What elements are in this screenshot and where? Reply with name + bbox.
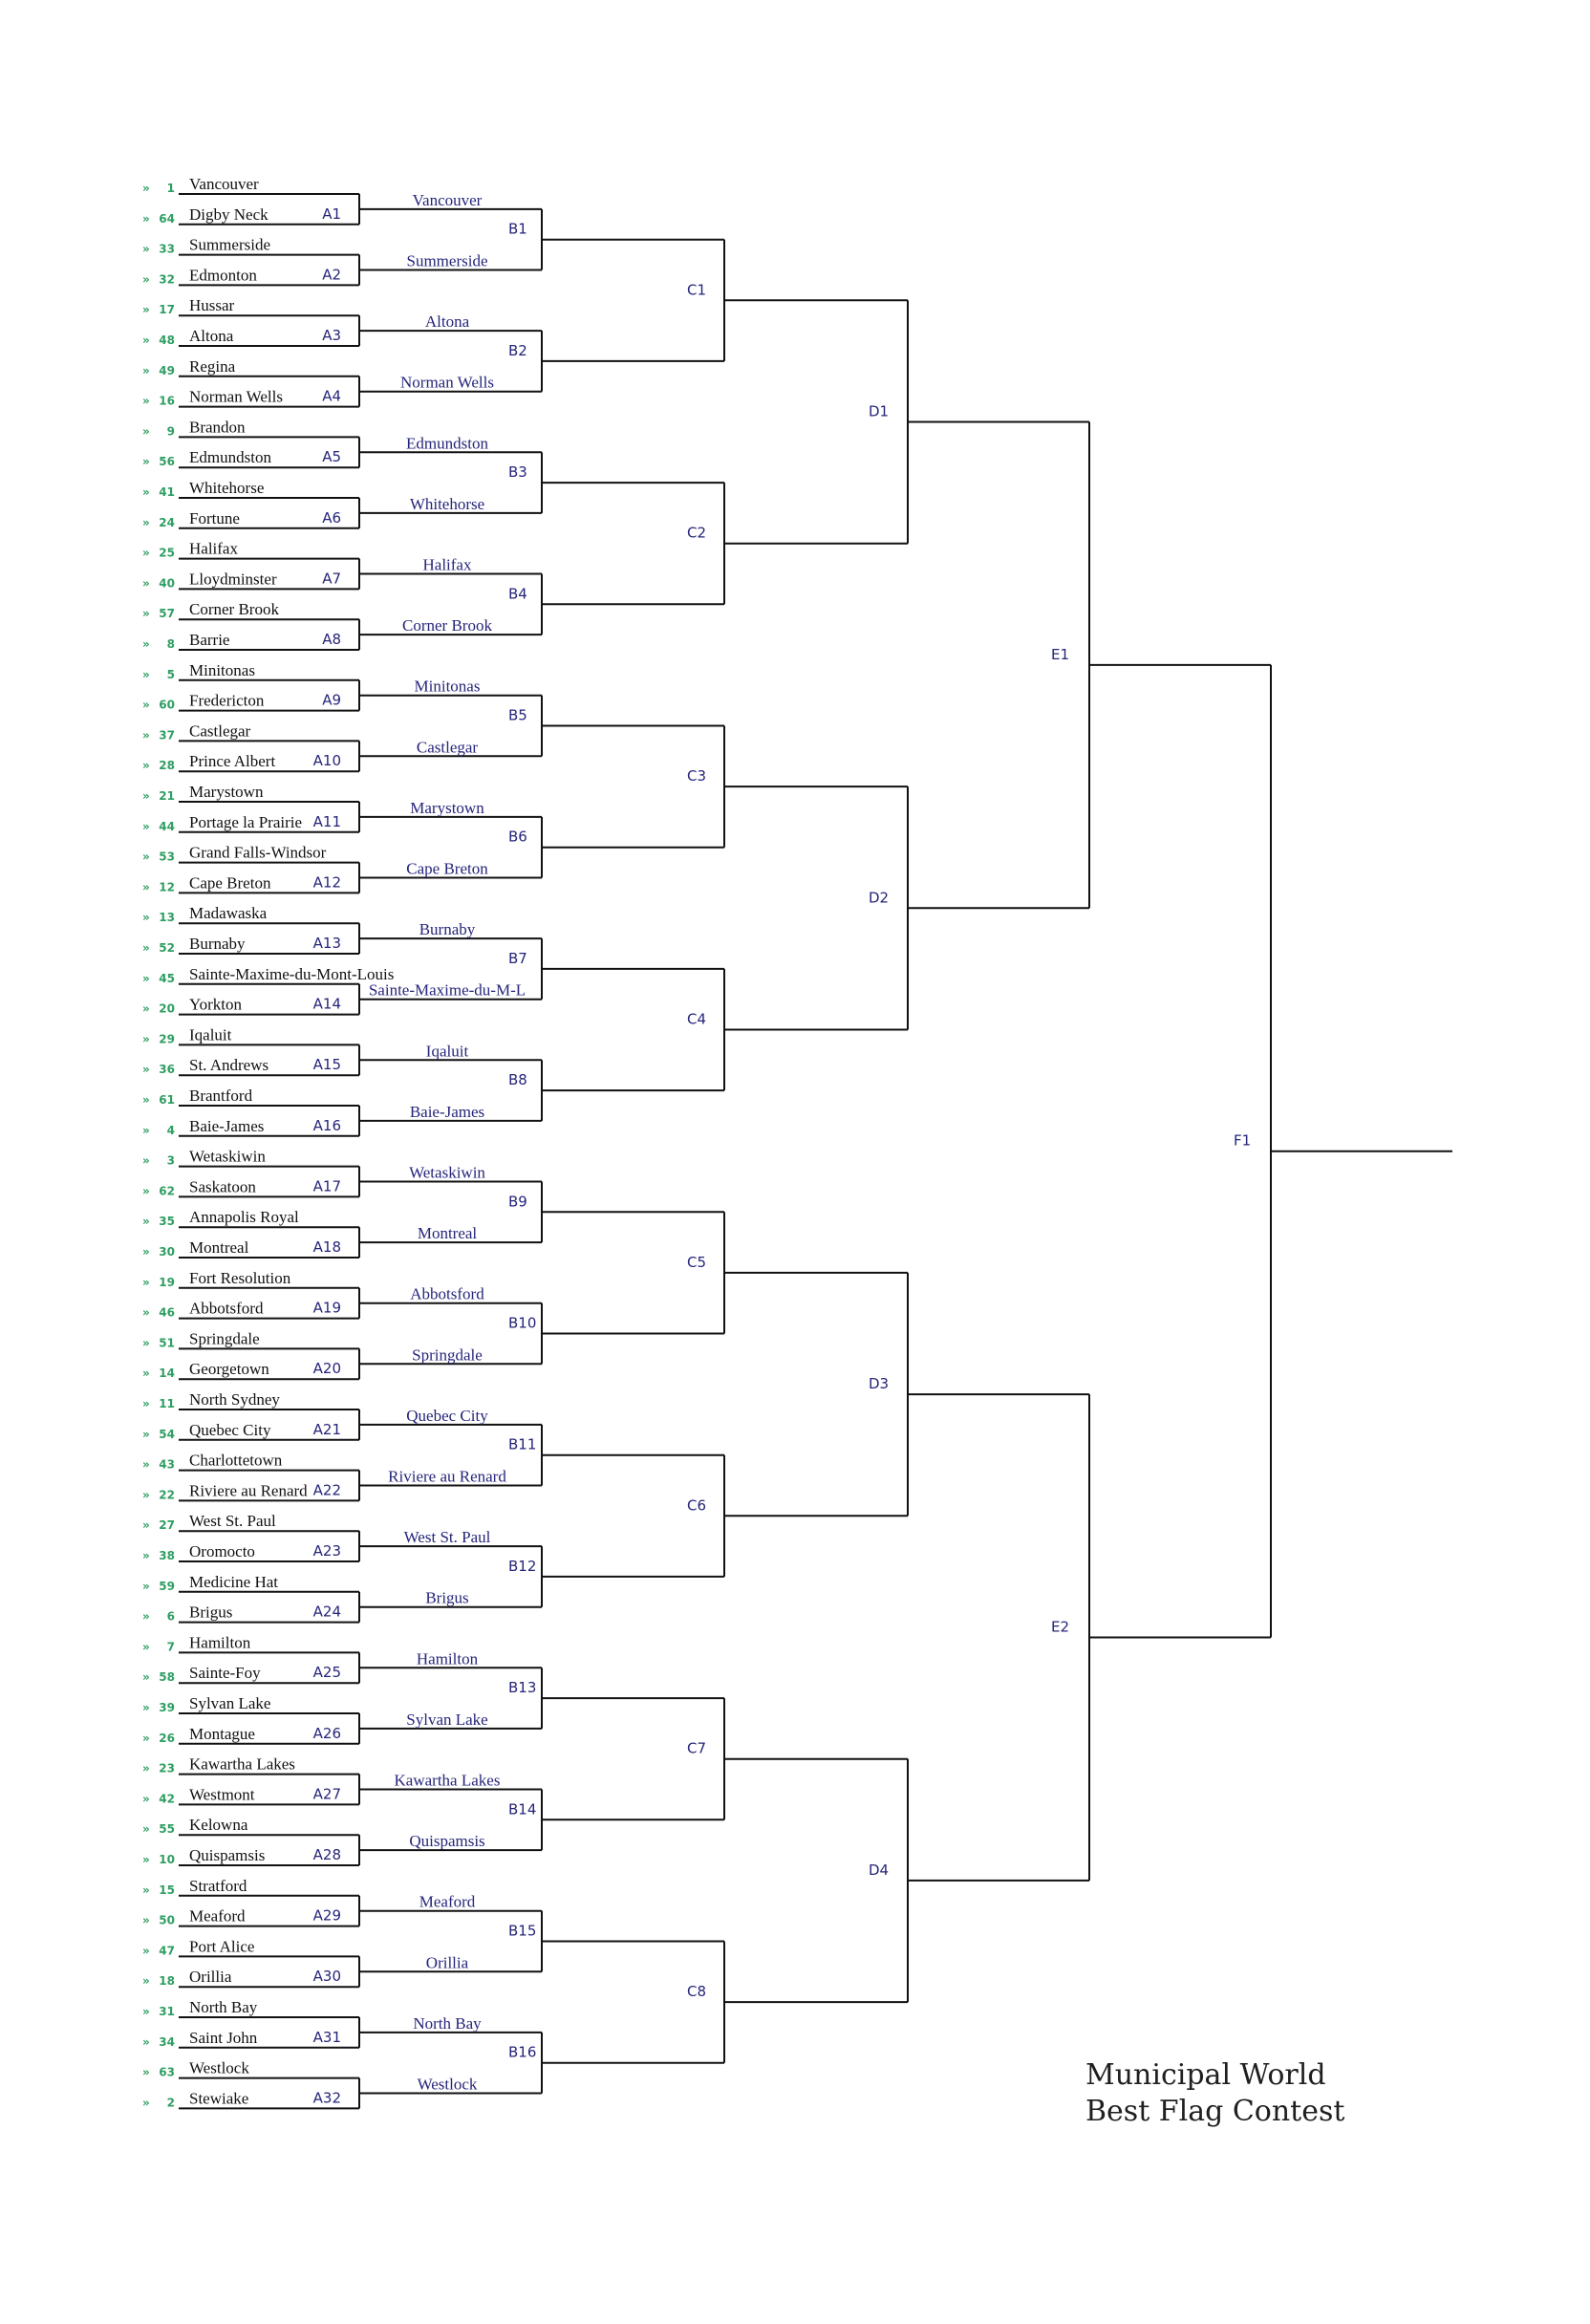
advancing-team: Sylvan Lake xyxy=(406,1710,488,1729)
seed-marker-icon: » xyxy=(142,515,150,529)
seed-marker-icon: » xyxy=(142,576,150,591)
seed-number: 57 xyxy=(159,607,175,621)
seed-number: 50 xyxy=(159,1913,175,1927)
seed-marker-icon: » xyxy=(142,211,150,226)
seed-marker-icon: » xyxy=(142,242,150,256)
match-label-a: A13 xyxy=(312,935,341,952)
match-label-c: C2 xyxy=(687,524,707,542)
advancing-team: West St. Paul xyxy=(403,1528,491,1547)
team-name: Edmundston xyxy=(189,448,271,467)
seed-marker-icon: » xyxy=(142,941,150,955)
match-label-b: B1 xyxy=(508,220,527,238)
seed-marker-icon: » xyxy=(142,546,150,560)
seed-number: 61 xyxy=(159,1093,175,1107)
team-name: Meaford xyxy=(189,1906,246,1926)
match-label-a: A24 xyxy=(312,1603,341,1621)
match-label-a: A9 xyxy=(322,691,341,709)
seed-number: 53 xyxy=(159,850,175,864)
seed-marker-icon: » xyxy=(142,1245,150,1259)
match-label-a: A7 xyxy=(322,570,341,588)
seed-number: 58 xyxy=(159,1670,175,1685)
seed-marker-icon: » xyxy=(142,1913,150,1927)
seed-marker-icon: » xyxy=(142,1549,150,1562)
advancing-team: Edmundston xyxy=(406,434,488,453)
seed-number: 37 xyxy=(159,728,175,742)
match-label-a: A6 xyxy=(322,508,341,527)
seed-number: 13 xyxy=(159,911,175,925)
seed-marker-icon: » xyxy=(142,698,150,712)
match-label-a: A17 xyxy=(312,1177,341,1195)
team-name: Madawaska xyxy=(189,904,268,923)
seed-marker-icon: » xyxy=(142,2005,150,2018)
team-name: Altona xyxy=(189,327,234,345)
match-label-b: B2 xyxy=(508,341,527,359)
team-name: Fredericton xyxy=(189,691,265,710)
seed-number: 49 xyxy=(159,363,175,377)
match-label-b: B6 xyxy=(508,828,527,846)
seed-number: 14 xyxy=(159,1366,175,1381)
seed-number: 24 xyxy=(159,515,175,529)
title-line-2: Best Flag Contest xyxy=(1085,2095,1345,2128)
seed-number: 60 xyxy=(159,698,175,712)
advancing-team: Abbotsford xyxy=(410,1284,484,1303)
seed-number: 3 xyxy=(166,1153,175,1168)
advancing-team: Springdale xyxy=(412,1345,483,1365)
match-label-b: B4 xyxy=(508,585,527,603)
match-label-f: F1 xyxy=(1234,1131,1252,1150)
advancing-team: Meaford xyxy=(419,1892,476,1911)
seed-number: 51 xyxy=(159,1336,175,1350)
seed-marker-icon: » xyxy=(142,455,150,469)
team-name: Marystown xyxy=(189,783,264,801)
team-name: Brantford xyxy=(189,1087,253,1105)
advancing-team: Cape Breton xyxy=(406,859,488,878)
seed-marker-icon: » xyxy=(142,1518,150,1533)
seed-number: 55 xyxy=(159,1822,175,1837)
seed-number: 2 xyxy=(166,2096,175,2110)
team-name: Prince Albert xyxy=(189,752,276,771)
match-label-d: D1 xyxy=(869,402,890,420)
seed-marker-icon: » xyxy=(142,1123,150,1137)
match-label-a: A26 xyxy=(312,1724,341,1742)
seed-marker-icon: » xyxy=(142,1944,150,1958)
seed-number: 27 xyxy=(159,1518,175,1533)
advancing-team: Sainte-Maxime-du-M-L xyxy=(368,980,526,1000)
seed-number: 29 xyxy=(159,1032,175,1046)
match-label-b: B11 xyxy=(508,1435,537,1453)
match-label-a: A12 xyxy=(312,873,341,892)
match-label-a: A31 xyxy=(312,2028,341,2046)
team-name: Hussar xyxy=(189,296,235,315)
team-name: Stewiake xyxy=(189,2089,249,2108)
seed-number: 6 xyxy=(166,1609,175,1624)
team-name: Cape Breton xyxy=(189,873,271,893)
team-name: Medicine Hat xyxy=(189,1572,278,1591)
team-name: Sainte-Foy xyxy=(189,1664,261,1683)
team-name: Iqaluit xyxy=(189,1025,232,1044)
seed-marker-icon: » xyxy=(142,819,150,833)
team-name: Corner Brook xyxy=(189,600,279,619)
seed-number: 54 xyxy=(159,1427,175,1441)
seed-number: 11 xyxy=(159,1397,175,1410)
team-name: Kawartha Lakes xyxy=(189,1754,295,1774)
match-label-c: C3 xyxy=(687,767,707,785)
match-label-a: A10 xyxy=(312,752,341,770)
seed-number: 10 xyxy=(159,1853,175,1866)
seed-number: 59 xyxy=(159,1579,175,1593)
seed-marker-icon: » xyxy=(142,1974,150,1989)
team-name: Stratford xyxy=(189,1876,247,1895)
seed-marker-icon: » xyxy=(142,1457,150,1472)
match-label-a: A8 xyxy=(322,631,341,648)
seed-number: 45 xyxy=(159,971,175,985)
match-label-a: A16 xyxy=(312,1116,341,1134)
advancing-team: Montreal xyxy=(417,1224,478,1243)
match-label-a: A5 xyxy=(322,448,341,466)
match-label-a: A18 xyxy=(312,1238,341,1256)
match-label-a: A19 xyxy=(312,1299,341,1317)
team-name: Yorkton xyxy=(189,995,242,1014)
seed-marker-icon: » xyxy=(142,2096,150,2110)
seed-number: 52 xyxy=(159,941,175,955)
seed-marker-icon: » xyxy=(142,2034,150,2049)
team-name: Westmont xyxy=(189,1785,255,1804)
team-name: Castlegar xyxy=(189,721,251,741)
seed-marker-icon: » xyxy=(142,1063,150,1077)
advancing-team: Orillia xyxy=(425,1953,469,1972)
seed-number: 35 xyxy=(159,1215,175,1229)
match-label-c: C5 xyxy=(687,1253,707,1271)
advancing-team: Vancouver xyxy=(412,190,483,209)
seed-marker-icon: » xyxy=(142,1215,150,1229)
advancing-team: Summerside xyxy=(406,251,488,270)
seed-number: 23 xyxy=(159,1761,175,1775)
seed-number: 40 xyxy=(159,576,175,591)
seed-number: 64 xyxy=(159,211,175,226)
match-label-d: D4 xyxy=(869,1861,890,1879)
team-name: Saint John xyxy=(189,2028,258,2047)
match-label-c: C7 xyxy=(687,1739,707,1757)
advancing-team: Iqaluit xyxy=(425,1042,469,1061)
team-name: Springdale xyxy=(189,1329,260,1348)
advancing-team: Burnaby xyxy=(419,920,476,939)
seed-number: 12 xyxy=(159,880,175,894)
advancing-team: Norman Wells xyxy=(400,373,494,392)
team-name: St. Andrews xyxy=(189,1056,269,1075)
seed-number: 8 xyxy=(166,637,175,651)
team-name: Lloydminster xyxy=(189,570,277,589)
team-name: Sylvan Lake xyxy=(189,1694,271,1712)
match-label-a: A3 xyxy=(322,327,341,344)
seed-number: 20 xyxy=(159,1001,175,1016)
seed-number: 21 xyxy=(159,789,175,803)
contest-title xyxy=(1085,2057,1344,2130)
seed-marker-icon: » xyxy=(142,1883,150,1897)
team-name: Charlottetown xyxy=(189,1451,283,1470)
match-label-d: D2 xyxy=(869,889,890,907)
team-name: Abbotsford xyxy=(189,1299,264,1318)
match-label-a: A29 xyxy=(312,1906,341,1925)
team-name: Saskatoon xyxy=(189,1177,256,1196)
team-name: Riviere au Renard xyxy=(189,1481,308,1500)
seed-number: 17 xyxy=(159,303,175,317)
advancing-team: Riviere au Renard xyxy=(388,1467,506,1486)
seed-number: 63 xyxy=(159,2065,175,2079)
match-label-a: A20 xyxy=(312,1360,341,1378)
match-label-b: B12 xyxy=(508,1557,537,1575)
seed-marker-icon: » xyxy=(142,1640,150,1654)
seed-number: 34 xyxy=(159,2034,175,2049)
seed-number: 47 xyxy=(159,1944,175,1958)
team-name: Quispamsis xyxy=(189,1846,266,1864)
match-label-b: B15 xyxy=(508,1922,537,1940)
title-line-1: Municipal World xyxy=(1085,2058,1326,2092)
seed-marker-icon: » xyxy=(142,1792,150,1806)
seed-marker-icon: » xyxy=(142,1153,150,1168)
seed-number: 43 xyxy=(159,1457,175,1472)
team-name: Quebec City xyxy=(189,1420,271,1439)
seed-marker-icon: » xyxy=(142,2065,150,2079)
seed-marker-icon: » xyxy=(142,1093,150,1107)
advancing-team: Minitonas xyxy=(414,677,481,696)
seed-number: 28 xyxy=(159,759,175,773)
advancing-team: Hamilton xyxy=(416,1649,479,1668)
team-name: Annapolis Royal xyxy=(189,1208,299,1227)
match-label-c: C4 xyxy=(687,1010,707,1028)
team-name: North Bay xyxy=(189,1998,258,2016)
seed-number: 5 xyxy=(166,667,175,681)
seed-marker-icon: » xyxy=(142,1001,150,1016)
team-name: Oromocto xyxy=(189,1542,255,1560)
advancing-team: Corner Brook xyxy=(402,616,492,635)
seed-marker-icon: » xyxy=(142,1275,150,1289)
seed-marker-icon: » xyxy=(142,971,150,985)
seed-number: 46 xyxy=(159,1305,175,1320)
team-name: Brandon xyxy=(189,418,246,437)
seed-number: 31 xyxy=(159,2005,175,2018)
advancing-team: Marystown xyxy=(410,798,484,817)
match-label-b: B5 xyxy=(508,706,527,724)
team-name: North Sydney xyxy=(189,1390,280,1409)
seed-number: 33 xyxy=(159,242,175,256)
advancing-team: Whitehorse xyxy=(409,494,485,513)
team-name: Georgetown xyxy=(189,1360,269,1379)
seed-marker-icon: » xyxy=(142,424,150,439)
seed-marker-icon: » xyxy=(142,1822,150,1837)
seed-marker-icon: » xyxy=(142,911,150,925)
seed-marker-icon: » xyxy=(142,1032,150,1046)
seed-marker-icon: » xyxy=(142,1853,150,1866)
match-label-c: C1 xyxy=(687,281,707,299)
seed-number: 18 xyxy=(159,1974,175,1989)
match-label-b: B16 xyxy=(508,2043,537,2061)
match-label-c: C6 xyxy=(687,1496,707,1515)
match-label-a: A23 xyxy=(312,1542,341,1560)
match-label-a: A25 xyxy=(312,1664,341,1682)
team-name: Halifax xyxy=(189,539,238,558)
match-label-b: B8 xyxy=(508,1071,527,1089)
seed-number: 19 xyxy=(159,1275,175,1289)
team-name: Montague xyxy=(189,1724,255,1743)
advancing-team: Westlock xyxy=(417,2075,478,2094)
match-label-a: A32 xyxy=(312,2089,341,2107)
seed-number: 56 xyxy=(159,455,175,469)
seed-number: 22 xyxy=(159,1488,175,1502)
seed-number: 7 xyxy=(166,1640,175,1654)
seed-marker-icon: » xyxy=(142,394,150,408)
seed-marker-icon: » xyxy=(142,1701,150,1714)
team-name: Montreal xyxy=(189,1238,249,1257)
match-label-a: A11 xyxy=(312,812,341,830)
seed-number: 25 xyxy=(159,546,175,560)
seed-number: 38 xyxy=(159,1549,175,1562)
match-label-a: A14 xyxy=(312,995,341,1013)
match-label-a: A2 xyxy=(322,266,341,284)
seed-marker-icon: » xyxy=(142,880,150,894)
seed-number: 4 xyxy=(166,1123,175,1137)
seed-marker-icon: » xyxy=(142,759,150,773)
team-name: Grand Falls-Windsor xyxy=(189,843,327,862)
match-label-a: A1 xyxy=(322,204,341,223)
team-name: Orillia xyxy=(189,1968,232,1987)
seed-marker-icon: » xyxy=(142,1336,150,1350)
seed-number: 32 xyxy=(159,272,175,287)
advancing-team: Castlegar xyxy=(416,738,479,757)
team-name: Fortune xyxy=(189,508,240,527)
advancing-team: Halifax xyxy=(422,555,472,574)
seed-marker-icon: » xyxy=(142,485,150,499)
seed-marker-icon: » xyxy=(142,1579,150,1593)
seed-marker-icon: » xyxy=(142,303,150,317)
seed-marker-icon: » xyxy=(142,334,150,347)
team-name: Minitonas xyxy=(189,660,255,679)
seed-marker-icon: » xyxy=(142,1305,150,1320)
match-label-a: A15 xyxy=(312,1056,341,1074)
seed-marker-icon: » xyxy=(142,1609,150,1624)
advancing-team: North Bay xyxy=(413,2013,482,2033)
match-label-e: E1 xyxy=(1051,645,1070,663)
team-name: Norman Wells xyxy=(189,387,283,406)
match-label-e: E2 xyxy=(1051,1618,1070,1636)
seed-number: 44 xyxy=(159,819,175,833)
team-name: Burnaby xyxy=(189,935,246,953)
match-label-a: A22 xyxy=(312,1481,341,1499)
advancing-team: Altona xyxy=(424,312,470,332)
seed-number: 39 xyxy=(159,1701,175,1714)
seed-marker-icon: » xyxy=(142,1184,150,1198)
seed-marker-icon: » xyxy=(142,728,150,742)
team-name: Vancouver xyxy=(189,175,259,193)
seed-marker-icon: » xyxy=(142,272,150,287)
seed-marker-icon: » xyxy=(142,667,150,681)
advancing-team: Wetaskiwin xyxy=(409,1163,485,1182)
seed-number: 15 xyxy=(159,1883,175,1897)
seed-marker-icon: » xyxy=(142,1366,150,1381)
team-name: Regina xyxy=(189,356,236,376)
match-label-a: A21 xyxy=(312,1420,341,1438)
team-name: Sainte-Maxime-du-Mont-Louis xyxy=(189,964,395,983)
advancing-team: Quebec City xyxy=(406,1406,488,1425)
seed-number: 30 xyxy=(159,1245,175,1259)
match-label-a: A28 xyxy=(312,1846,341,1863)
advancing-team: Brigus xyxy=(425,1588,469,1607)
match-label-d: D3 xyxy=(869,1375,890,1393)
match-label-c: C8 xyxy=(687,1983,707,2001)
match-label-a: A4 xyxy=(322,387,341,405)
seed-number: 41 xyxy=(159,485,175,499)
team-name: Kelowna xyxy=(189,1816,248,1835)
match-label-a: A30 xyxy=(312,1968,341,1986)
seed-marker-icon: » xyxy=(142,1670,150,1685)
advancing-team: Kawartha Lakes xyxy=(394,1771,501,1790)
seed-marker-icon: » xyxy=(142,850,150,864)
seed-marker-icon: » xyxy=(142,789,150,803)
team-name: Wetaskiwin xyxy=(189,1147,266,1166)
seed-number: 16 xyxy=(159,394,175,408)
seed-marker-icon: » xyxy=(142,1488,150,1502)
seed-number: 42 xyxy=(159,1792,175,1806)
team-name: West St. Paul xyxy=(189,1512,276,1531)
seed-number: 1 xyxy=(166,182,175,195)
match-label-b: B7 xyxy=(508,949,527,967)
team-name: Fort Resolution xyxy=(189,1268,291,1287)
seed-marker-icon: » xyxy=(142,1731,150,1745)
match-label-b: B14 xyxy=(508,1800,537,1818)
team-name: Westlock xyxy=(189,2058,249,2077)
match-label-a: A27 xyxy=(312,1785,341,1803)
match-label-b: B13 xyxy=(508,1679,537,1697)
advancing-team: Baie-James xyxy=(409,1102,485,1121)
team-name: Brigus xyxy=(189,1603,233,1622)
team-name: Port Alice xyxy=(189,1937,255,1956)
seed-marker-icon: » xyxy=(142,1761,150,1775)
team-name: Edmonton xyxy=(189,266,257,285)
seed-number: 48 xyxy=(159,334,175,347)
seed-number: 9 xyxy=(166,424,175,439)
seed-marker-icon: » xyxy=(142,1397,150,1410)
advancing-team: Quispamsis xyxy=(409,1832,485,1851)
seed-marker-icon: » xyxy=(142,363,150,377)
team-name: Barrie xyxy=(189,631,230,649)
team-name: Summerside xyxy=(189,235,270,254)
team-name: Whitehorse xyxy=(189,479,265,497)
team-name: Digby Neck xyxy=(189,204,269,224)
seed-marker-icon: » xyxy=(142,607,150,621)
seed-number: 26 xyxy=(159,1731,175,1745)
team-name: Portage la Prairie xyxy=(189,812,303,831)
team-name: Baie-James xyxy=(189,1116,265,1135)
seed-number: 62 xyxy=(159,1184,175,1198)
seed-number: 36 xyxy=(159,1063,175,1077)
match-label-b: B10 xyxy=(508,1314,537,1332)
seed-marker-icon: » xyxy=(142,1427,150,1441)
match-label-b: B9 xyxy=(508,1193,527,1211)
team-name: Hamilton xyxy=(189,1633,251,1652)
seed-marker-icon: » xyxy=(142,182,150,195)
match-label-b: B3 xyxy=(508,463,527,482)
seed-marker-icon: » xyxy=(142,637,150,651)
